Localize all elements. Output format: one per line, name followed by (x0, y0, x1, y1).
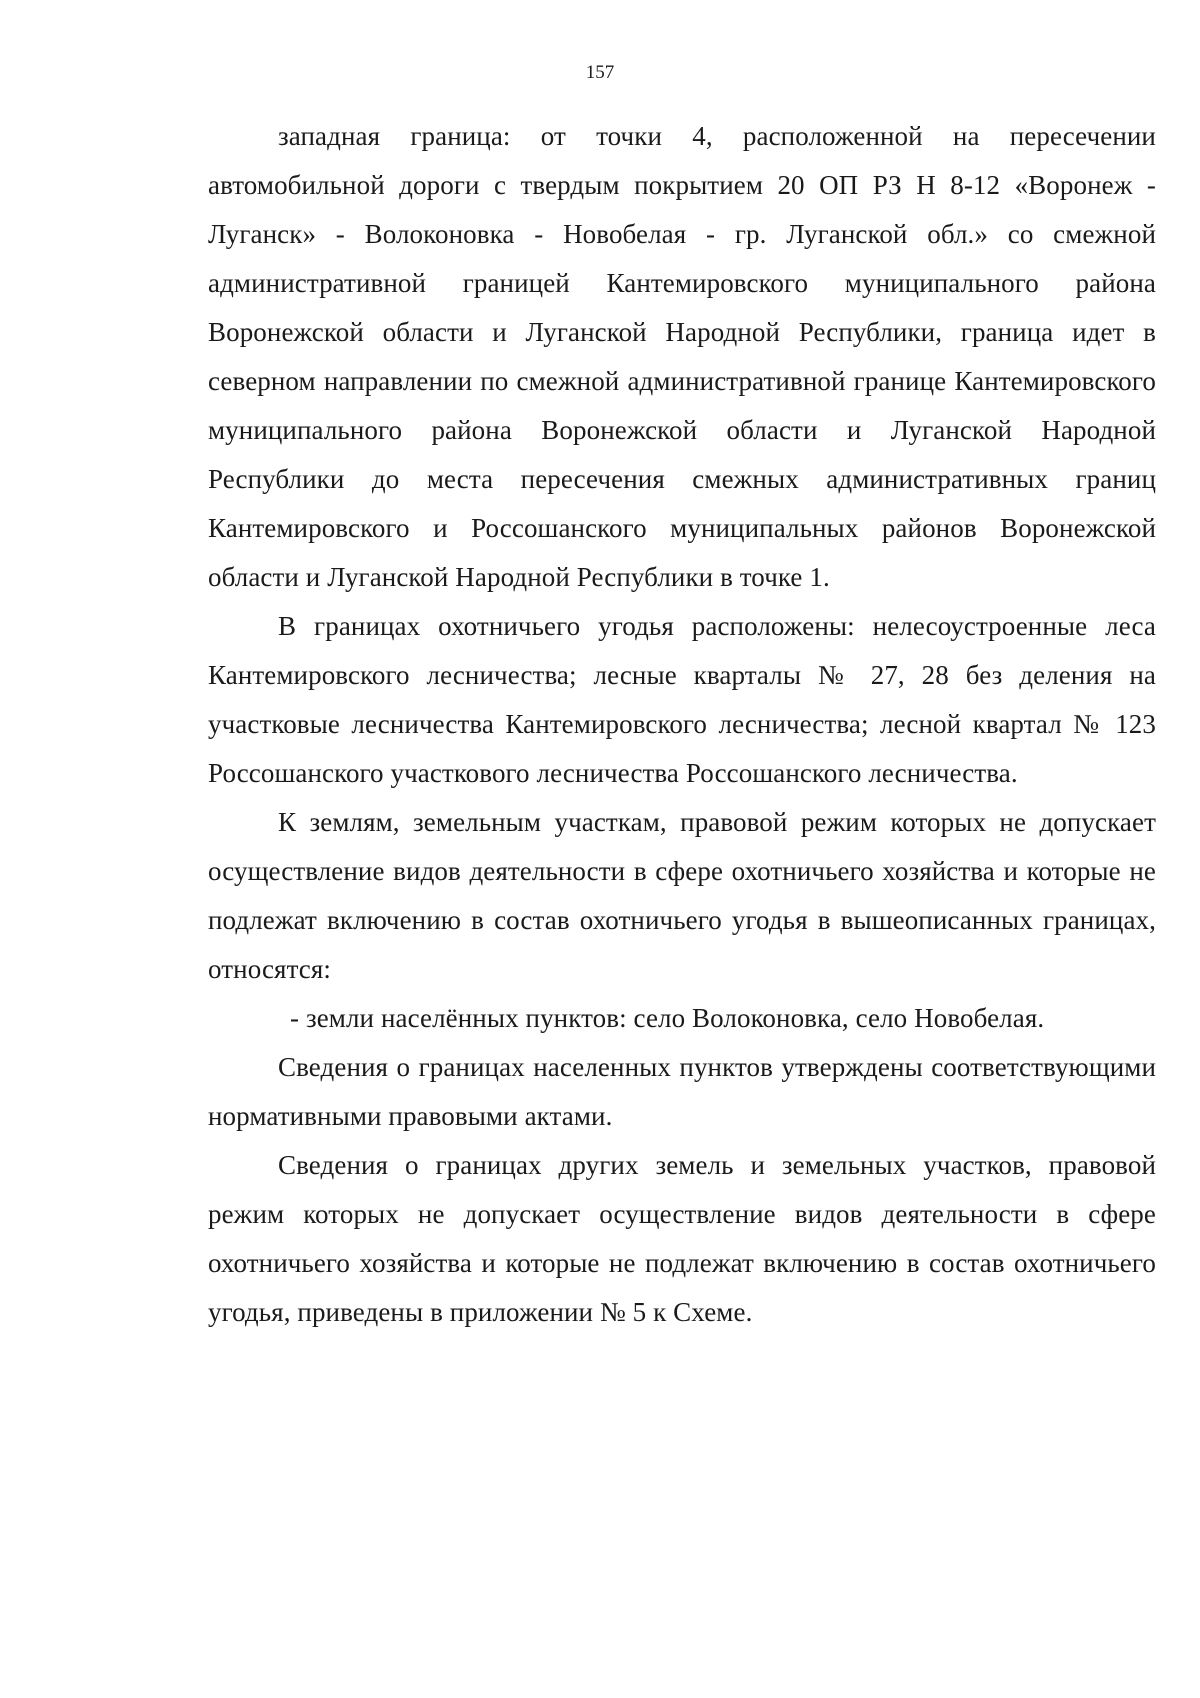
paragraph-settlement-boundaries-info: Сведения о границах населенных пунктов утверждены соответствующими нормативными правовыми актами. (208, 1052, 1156, 1131)
document-body (208, 112, 1156, 1337)
paragraph-western-boundary: западная граница: от точки 4, расположенной на пересечении автомобильной дороги с твердым покрытием 20 ОП РЗ Н 8-12 «Воронеж - Луганск» - Волоконовка - Новобелая - гр. Луганской обл.» со смежной административной границей Кантемировского муниципального района Воронежской области и Луганской Народной Республики, граница идет в северном направлении по смежной административной границе Кантемировского муниципального района Воронежской области и Луганской Народной Республики до места пересечения смежных административных границ Кантемировского и Россошанского муниципальных районов Воронежской области и Луганской Народной Республики в точке 1. (208, 121, 1156, 592)
paragraph-excluded-lands: К землям, земельным участкам, правовой режим которых не допускает осуществление видов деятельности в сфере охотничьего хозяйства и которые не подлежат включению в состав охотничьего угодья в вышеописанных границах, относятся: (208, 807, 1156, 984)
page-number: 157 (585, 62, 615, 83)
paragraph-settlement-lands: - земли населённых пунктов: село Волоконовка, село Новобелая. (290, 1003, 1045, 1033)
paragraph-other-lands-info: Сведения о границах других земель и земельных участков, правовой режим которых не допускает осуществление видов деятельности в сфере охотничьего хозяйства и которые не подлежат включению в состав охотничьего угодья, приведены в приложении № 5 к Схеме. (208, 1150, 1156, 1327)
paragraph-forests-within-boundaries: В границах охотничьего угодья расположены: нелесоустроенные леса Кантемировского лесничества; лесные кварталы № 27, 28 без деления на участковые лесничества Кантемировского лесничества; лесной квартал № 123 Россошанского участкового лесничества Россошанского лесничества. (208, 611, 1156, 788)
